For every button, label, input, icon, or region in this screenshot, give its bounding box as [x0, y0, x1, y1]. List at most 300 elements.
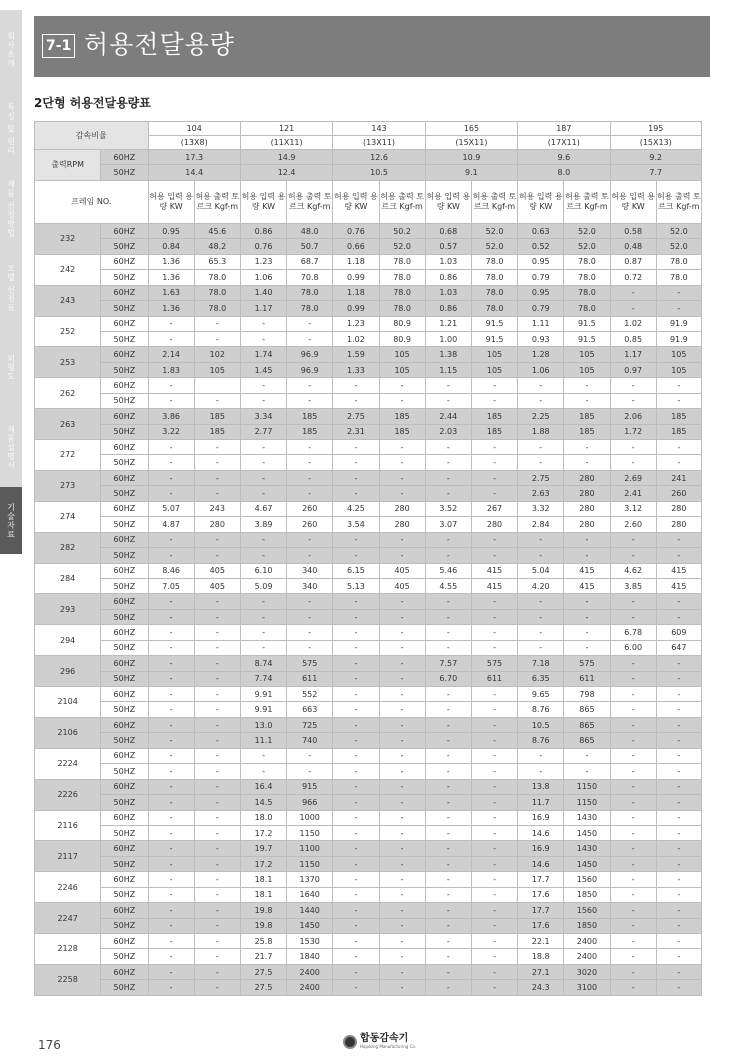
value-cell: -: [471, 687, 517, 702]
value-cell: -: [379, 980, 425, 995]
value-cell: -: [471, 887, 517, 902]
value-cell: 52.0: [656, 239, 701, 254]
value-cell: -: [194, 903, 240, 918]
value-cell: -: [610, 949, 656, 964]
hz-label: 50HZ: [101, 671, 148, 686]
value-cell: -: [148, 764, 194, 779]
value-cell: -: [148, 795, 194, 810]
value-cell: -: [379, 764, 425, 779]
value-cell: -: [610, 810, 656, 825]
value-cell: -: [656, 980, 701, 995]
value-cell: -: [333, 887, 379, 902]
value-cell: 725: [287, 717, 333, 732]
value-cell: 8.46: [148, 563, 194, 578]
value-cell: 96.9: [287, 362, 333, 377]
value-cell: 0.95: [518, 254, 564, 269]
ratio-detail: (11X11): [240, 136, 332, 150]
value-cell: -: [518, 594, 564, 609]
value-cell: 865: [564, 717, 610, 732]
value-cell: 48.0: [287, 223, 333, 238]
value-cell: -: [425, 810, 471, 825]
value-cell: 1.36: [148, 270, 194, 285]
value-cell: 19.8: [240, 903, 286, 918]
value-cell: -: [194, 980, 240, 995]
page-number: 176: [38, 1038, 61, 1052]
ratio-detail: (13X11): [333, 136, 425, 150]
value-cell: -: [656, 748, 701, 763]
ratio-value: 104: [148, 122, 240, 136]
value-cell: -: [471, 717, 517, 732]
value-cell: 13.0: [240, 717, 286, 732]
table-row: [35, 316, 702, 331]
value-cell: 78.0: [656, 270, 701, 285]
value-cell: -: [333, 841, 379, 856]
value-cell: 1.02: [610, 316, 656, 331]
value-cell: -: [610, 779, 656, 794]
hz-label: 50HZ: [101, 362, 148, 377]
value-cell: -: [425, 903, 471, 918]
value-cell: 609: [656, 625, 701, 640]
input-capacity-header: 허용 입력 용량 KW: [610, 180, 656, 223]
value-cell: -: [379, 702, 425, 717]
value-cell: 2400: [287, 980, 333, 995]
value-cell: 185: [379, 424, 425, 439]
value-cell: -: [471, 795, 517, 810]
hz-label: 50HZ: [101, 301, 148, 316]
value-cell: -: [379, 625, 425, 640]
value-cell: -: [333, 532, 379, 547]
value-cell: 78.0: [471, 301, 517, 316]
value-cell: -: [656, 285, 701, 300]
value-cell: -: [333, 810, 379, 825]
ratio-value: 121: [240, 122, 332, 136]
value-cell: -: [194, 331, 240, 346]
value-cell: 9.91: [240, 687, 286, 702]
value-cell: -: [610, 455, 656, 470]
value-cell: -: [425, 934, 471, 949]
value-cell: 8.74: [240, 656, 286, 671]
hz-label: 60HZ: [101, 841, 148, 856]
value-cell: 78.0: [194, 301, 240, 316]
hz-label: 60HZ: [101, 470, 148, 485]
value-cell: -: [518, 393, 564, 408]
value-cell: -: [240, 764, 286, 779]
value-cell: -: [610, 687, 656, 702]
value-cell: 415: [656, 563, 701, 578]
ratio-label: 감속비율: [35, 122, 149, 150]
value-cell: 6.78: [610, 625, 656, 640]
value-cell: -: [240, 393, 286, 408]
value-cell: 1150: [287, 825, 333, 840]
value-cell: 1850: [564, 918, 610, 933]
value-cell: 4.25: [333, 501, 379, 516]
output-torque-header: 허용 출력 토르크 Kgf-m: [287, 180, 333, 223]
value-cell: -: [471, 825, 517, 840]
value-cell: 3.34: [240, 409, 286, 424]
value-cell: -: [333, 980, 379, 995]
value-cell: -: [471, 903, 517, 918]
frame-number: 2247: [35, 903, 101, 934]
value-cell: 0.85: [610, 331, 656, 346]
value-cell: 1.83: [148, 362, 194, 377]
sidebar-tab[interactable]: [0, 487, 22, 555]
value-cell: 1430: [564, 841, 610, 856]
value-cell: 4.87: [148, 517, 194, 532]
value-cell: -: [333, 949, 379, 964]
table-row: [35, 733, 702, 748]
value-cell: 105: [194, 362, 240, 377]
value-cell: -: [194, 455, 240, 470]
frame-number: 282: [35, 532, 101, 563]
hz-label: 50HZ: [101, 825, 148, 840]
value-cell: 52.0: [471, 223, 517, 238]
hz-label: 50HZ: [101, 393, 148, 408]
hz-label: 60HZ: [101, 440, 148, 455]
frame-number: 2128: [35, 934, 101, 965]
hz-label: 50HZ: [101, 270, 148, 285]
value-cell: 405: [379, 578, 425, 593]
value-cell: -: [471, 393, 517, 408]
value-cell: 260: [656, 486, 701, 501]
rpm-row-50: [35, 165, 702, 180]
value-cell: -: [518, 640, 564, 655]
value-cell: -: [425, 455, 471, 470]
sidebar-tab[interactable]: [0, 248, 22, 329]
value-cell: 78.0: [194, 285, 240, 300]
table-row: [35, 486, 702, 501]
value-cell: -: [656, 934, 701, 949]
value-cell: 80.9: [379, 331, 425, 346]
value-cell: 1530: [287, 934, 333, 949]
value-cell: -: [148, 640, 194, 655]
frame-number: 2224: [35, 748, 101, 779]
value-cell: 3.85: [610, 578, 656, 593]
hz-label: 60HZ: [101, 779, 148, 794]
hz-label: 60HZ: [101, 223, 148, 238]
value-cell: -: [194, 594, 240, 609]
value-cell: -: [333, 795, 379, 810]
value-cell: 280: [656, 501, 701, 516]
hz-label: 50HZ: [101, 980, 148, 995]
rpm-value: 9.1: [425, 165, 517, 180]
value-cell: 48.2: [194, 239, 240, 254]
value-cell: -: [333, 609, 379, 624]
table-row: [35, 609, 702, 624]
value-cell: 663: [287, 702, 333, 717]
value-cell: 185: [656, 424, 701, 439]
value-cell: 105: [379, 362, 425, 377]
value-cell: -: [610, 548, 656, 563]
value-cell: -: [148, 532, 194, 547]
hz-label: 60HZ: [101, 316, 148, 331]
sidebar-tab-label: 특징 및 원리: [6, 103, 16, 156]
value-cell: -: [240, 486, 286, 501]
value-cell: -: [148, 671, 194, 686]
value-cell: -: [656, 455, 701, 470]
value-cell: -: [194, 393, 240, 408]
value-cell: 185: [471, 409, 517, 424]
value-cell: -: [564, 440, 610, 455]
value-cell: 1.06: [518, 362, 564, 377]
table-row: [35, 934, 702, 949]
value-cell: -: [240, 331, 286, 346]
value-cell: 280: [379, 501, 425, 516]
hz-label: 60HZ: [101, 378, 148, 393]
hz-label: 50HZ: [101, 165, 148, 180]
value-cell: -: [425, 779, 471, 794]
value-cell: 16.4: [240, 779, 286, 794]
value-cell: -: [287, 748, 333, 763]
value-cell: -: [148, 702, 194, 717]
value-cell: -: [148, 393, 194, 408]
value-cell: 0.95: [518, 285, 564, 300]
value-cell: -: [194, 918, 240, 933]
value-cell: -: [425, 640, 471, 655]
value-cell: -: [148, 903, 194, 918]
value-cell: 4.20: [518, 578, 564, 593]
value-cell: -: [610, 980, 656, 995]
value-cell: -: [240, 594, 286, 609]
value-cell: 6.00: [610, 640, 656, 655]
value-cell: 14.6: [518, 825, 564, 840]
value-cell: 3.32: [518, 501, 564, 516]
sidebar-tab[interactable]: [0, 407, 22, 488]
ratio-detail: (13X8): [148, 136, 240, 150]
ratio-value: 187: [518, 122, 610, 136]
value-cell: -: [656, 825, 701, 840]
value-cell: 18.1: [240, 872, 286, 887]
value-cell: -: [610, 594, 656, 609]
value-cell: 52.0: [564, 223, 610, 238]
hz-label: 50HZ: [101, 856, 148, 871]
value-cell: 1850: [564, 887, 610, 902]
hz-label: 60HZ: [101, 532, 148, 547]
frame-number: 296: [35, 656, 101, 687]
value-cell: 9.65: [518, 687, 564, 702]
value-cell: -: [240, 609, 286, 624]
value-cell: 78.0: [379, 270, 425, 285]
value-cell: -: [656, 687, 701, 702]
ratio-detail: (15X11): [425, 136, 517, 150]
value-cell: -: [471, 640, 517, 655]
value-cell: -: [610, 733, 656, 748]
value-cell: -: [333, 872, 379, 887]
table-row: [35, 270, 702, 285]
sidebar-tab[interactable]: [0, 328, 22, 408]
value-cell: 415: [656, 578, 701, 593]
value-cell: -: [564, 625, 610, 640]
table-row: [35, 548, 702, 563]
value-cell: -: [564, 594, 610, 609]
value-cell: -: [425, 393, 471, 408]
value-cell: 1450: [287, 918, 333, 933]
value-cell: 1560: [564, 903, 610, 918]
value-cell: -: [656, 594, 701, 609]
frame-number: 2226: [35, 779, 101, 810]
value-cell: -: [287, 609, 333, 624]
value-cell: 17.6: [518, 887, 564, 902]
value-cell: -: [287, 548, 333, 563]
table-row: [35, 841, 702, 856]
value-cell: -: [610, 609, 656, 624]
hz-label: 50HZ: [101, 949, 148, 964]
table-row: [35, 301, 702, 316]
value-cell: 45.6: [194, 223, 240, 238]
section-title: 허용전달용량: [84, 30, 235, 59]
value-cell: -: [656, 440, 701, 455]
value-cell: -: [287, 470, 333, 485]
value-cell: -: [564, 548, 610, 563]
value-cell: 19.8: [240, 918, 286, 933]
value-cell: 243: [194, 501, 240, 516]
value-cell: -: [148, 316, 194, 331]
value-cell: -: [610, 532, 656, 547]
value-cell: -: [656, 548, 701, 563]
value-cell: -: [656, 301, 701, 316]
frame-number: 263: [35, 409, 101, 440]
value-cell: -: [425, 764, 471, 779]
value-cell: -: [518, 440, 564, 455]
value-cell: 2.25: [518, 409, 564, 424]
hz-label: 60HZ: [101, 903, 148, 918]
value-cell: 340: [287, 563, 333, 578]
value-cell: -: [333, 903, 379, 918]
value-cell: -: [194, 640, 240, 655]
table-row: [35, 378, 702, 393]
value-cell: 1000: [287, 810, 333, 825]
value-cell: -: [287, 764, 333, 779]
value-cell: 6.35: [518, 671, 564, 686]
value-cell: 91.5: [471, 316, 517, 331]
value-cell: -: [379, 918, 425, 933]
value-cell: -: [148, 949, 194, 964]
value-cell: 80.9: [379, 316, 425, 331]
frame-number: 2258: [35, 964, 101, 995]
table-row: [35, 717, 702, 732]
value-cell: 3.22: [148, 424, 194, 439]
value-cell: -: [656, 949, 701, 964]
value-cell: 6.10: [240, 563, 286, 578]
value-cell: -: [287, 594, 333, 609]
frame-number: 262: [35, 378, 101, 409]
value-cell: 78.0: [194, 270, 240, 285]
gear-logo-icon: [343, 1035, 357, 1049]
hz-label: 60HZ: [101, 656, 148, 671]
value-cell: -: [379, 810, 425, 825]
sidebar-tab[interactable]: [0, 169, 22, 249]
table-row: [35, 578, 702, 593]
input-capacity-header: 허용 입력 용량 KW: [425, 180, 471, 223]
value-cell: 2.63: [518, 486, 564, 501]
value-cell: -: [333, 594, 379, 609]
value-cell: -: [287, 455, 333, 470]
sidebar-tab[interactable]: [0, 89, 22, 170]
table-row: [35, 779, 702, 794]
ratio-value: 165: [425, 122, 517, 136]
value-cell: 185: [379, 409, 425, 424]
value-cell: -: [379, 717, 425, 732]
value-cell: 78.0: [379, 285, 425, 300]
value-cell: 1.18: [333, 254, 379, 269]
value-cell: 415: [564, 563, 610, 578]
value-cell: -: [240, 625, 286, 640]
value-cell: -: [425, 717, 471, 732]
hz-label: 60HZ: [101, 594, 148, 609]
output-torque-header: 허용 출력 토르크 Kgf-m: [471, 180, 517, 223]
value-cell: 2.69: [610, 470, 656, 485]
value-cell: -: [194, 687, 240, 702]
value-cell: 91.9: [656, 331, 701, 346]
value-cell: 611: [564, 671, 610, 686]
value-cell: 0.86: [425, 301, 471, 316]
table-row: [35, 764, 702, 779]
hz-label: 50HZ: [101, 733, 148, 748]
value-cell: 185: [564, 424, 610, 439]
value-cell: 1.28: [518, 347, 564, 362]
value-cell: 5.13: [333, 578, 379, 593]
value-cell: -: [656, 779, 701, 794]
value-cell: 0.99: [333, 270, 379, 285]
value-cell: 52.0: [656, 223, 701, 238]
input-capacity-header: 허용 입력 용량 KW: [240, 180, 286, 223]
value-cell: 0.86: [425, 270, 471, 285]
frame-number: 252: [35, 316, 101, 347]
value-cell: -: [333, 640, 379, 655]
value-cell: 6.70: [425, 671, 471, 686]
value-cell: -: [379, 455, 425, 470]
value-cell: -: [656, 764, 701, 779]
table-row: [35, 856, 702, 871]
value-cell: 78.0: [564, 285, 610, 300]
value-cell: -: [333, 455, 379, 470]
value-cell: -: [471, 918, 517, 933]
value-cell: -: [379, 486, 425, 501]
value-cell: 17.7: [518, 872, 564, 887]
value-cell: 0.84: [148, 239, 194, 254]
table-row: [35, 825, 702, 840]
value-cell: 1370: [287, 872, 333, 887]
output-torque-header: 허용 출력 토르크 Kgf-m: [379, 180, 425, 223]
rpm-value: 9.2: [610, 150, 701, 165]
value-cell: -: [287, 393, 333, 408]
value-cell: -: [148, 872, 194, 887]
value-cell: 3.89: [240, 517, 286, 532]
value-cell: 78.0: [471, 254, 517, 269]
value-cell: -: [240, 440, 286, 455]
value-cell: -: [471, 486, 517, 501]
sidebar-tab[interactable]: [0, 10, 22, 90]
value-cell: 0.76: [240, 239, 286, 254]
frame-number: 272: [35, 440, 101, 471]
value-cell: 1.36: [148, 254, 194, 269]
section-number: 7-1: [42, 34, 75, 58]
value-cell: 70.8: [287, 270, 333, 285]
frame-number: 243: [35, 285, 101, 316]
value-cell: 0.97: [610, 362, 656, 377]
value-cell: -: [148, 934, 194, 949]
value-cell: 915: [287, 779, 333, 794]
value-cell: -: [564, 764, 610, 779]
value-cell: 50.7: [287, 239, 333, 254]
value-cell: 91.9: [656, 316, 701, 331]
table-row: [35, 409, 702, 424]
value-cell: -: [425, 841, 471, 856]
frame-number: 284: [35, 563, 101, 594]
frame-number: 293: [35, 594, 101, 625]
value-cell: -: [148, 918, 194, 933]
value-cell: -: [518, 532, 564, 547]
value-cell: -: [610, 887, 656, 902]
